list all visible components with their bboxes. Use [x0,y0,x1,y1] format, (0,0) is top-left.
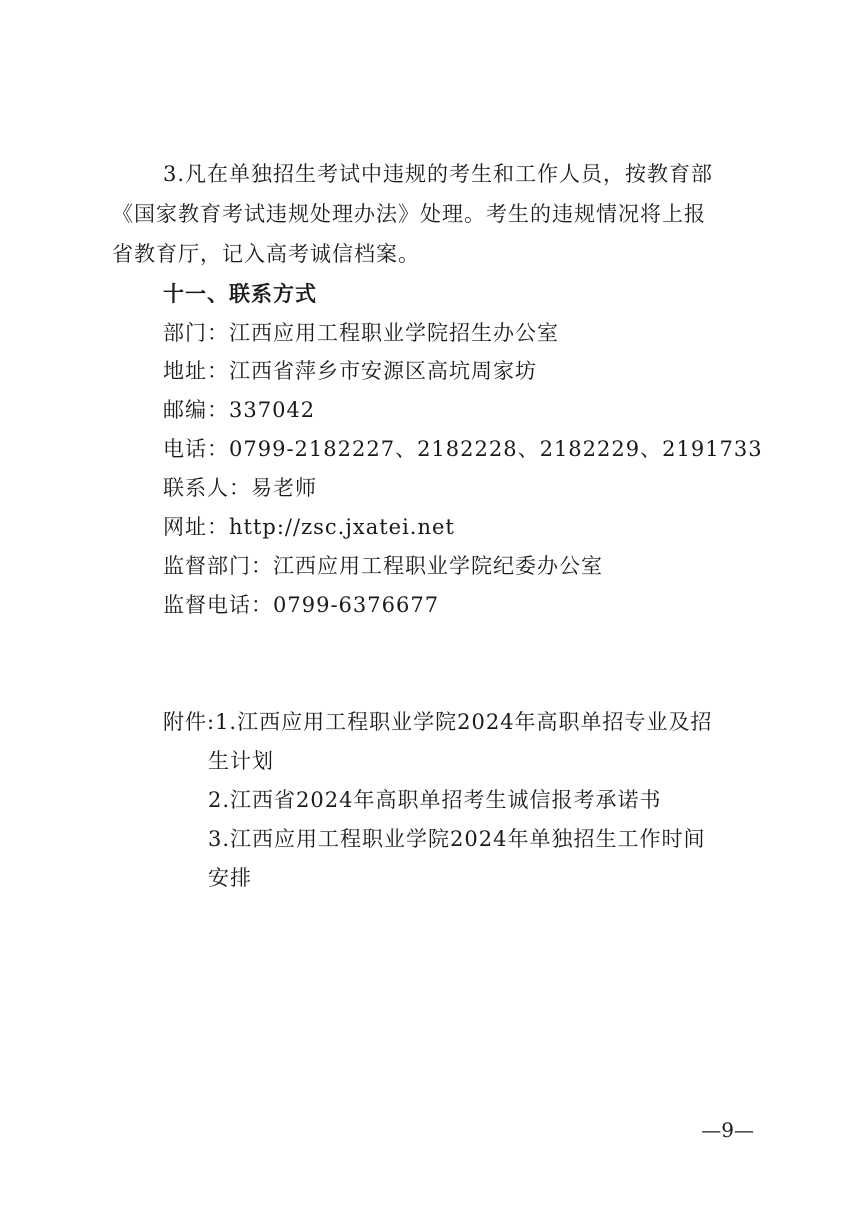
attachment-2: 2.江西省2024年高职单招考生诚信报考承诺书 [208,788,662,812]
contact-website: 网址：http://zsc.jxatei.net [163,515,455,539]
contact-person: 联系人：易老师 [163,476,317,500]
contact-phone: 电话：0799-2182227、2182228、2182229、2191733 [163,437,763,461]
paragraph-3-line-3: 省教育厅，记入高考诚信档案。 [112,242,420,266]
paragraph-3-line-2: 《国家教育考试违规处理办法》处理。考生的违规情况将上报 [112,202,706,226]
contact-postcode: 邮编：337042 [163,398,316,422]
paragraph-3-line-1: 3.凡在单独招生考试中违规的考生和工作人员，按教育部 [163,162,714,186]
attachment-1-line-1: 附件:1.江西应用工程职业学院2024年高职单招专业及招 [163,710,713,734]
attachment-3-line-2: 安排 [208,866,252,890]
page-number: —9— [701,1118,754,1142]
contact-supervision-department: 监督部门：江西应用工程职业学院纪委办公室 [163,554,603,578]
attachment-1-line-2: 生计划 [208,749,274,773]
attachment-3-line-1: 3.江西应用工程职业学院2024年单独招生工作时间 [208,827,706,851]
section-heading-contact: 十一、联系方式 [163,282,317,306]
contact-department: 部门：江西应用工程职业学院招生办公室 [163,321,559,345]
contact-address: 地址：江西省萍乡市安源区高坑周家坊 [163,359,537,383]
contact-supervision-phone: 监督电话：0799-6376677 [163,593,440,617]
